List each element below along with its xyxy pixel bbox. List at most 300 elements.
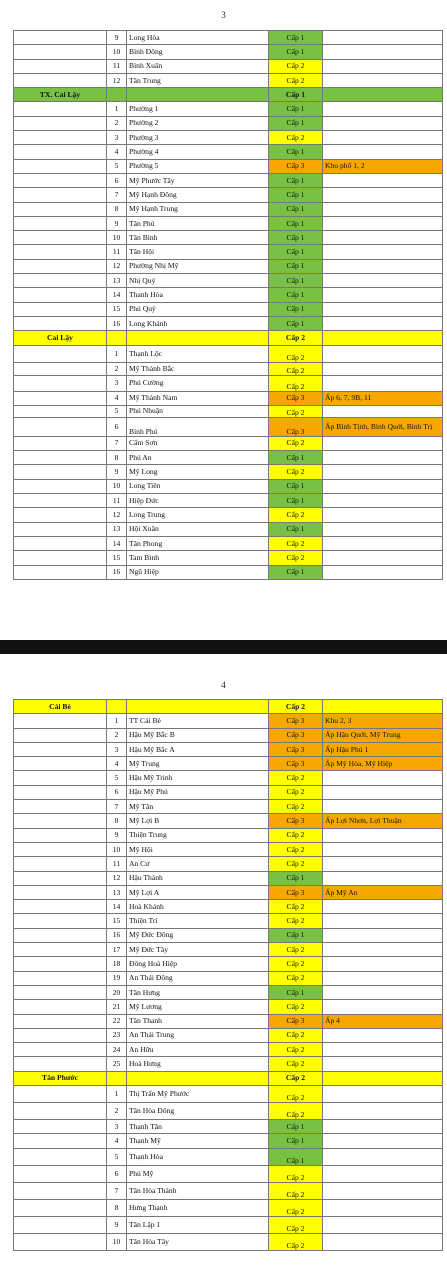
level-cell: Cấp 3 — [269, 1014, 323, 1028]
commune-name: Hiệp Đức — [127, 494, 269, 508]
note-cell — [323, 508, 443, 522]
note-cell — [323, 405, 443, 417]
row-number: 8 — [107, 814, 127, 828]
empty-cell — [14, 551, 107, 565]
district-table — [13, 699, 443, 1251]
table-row — [14, 814, 443, 828]
table-row — [14, 494, 443, 508]
row-number: 6 — [107, 417, 127, 436]
empty-cell — [14, 145, 107, 159]
row-number: 15 — [107, 914, 127, 928]
table-row — [14, 173, 443, 187]
table-row — [14, 536, 443, 550]
note-cell — [323, 943, 443, 957]
note-cell — [323, 1086, 443, 1103]
row-number: 10 — [107, 1233, 127, 1250]
row-number: 15 — [107, 551, 127, 565]
commune-name: Long Trung — [127, 508, 269, 522]
commune-name: Mỹ Hội — [127, 842, 269, 856]
empty-cell — [14, 728, 107, 742]
empty-cell — [127, 88, 269, 102]
level-cell: Cấp 1 — [269, 494, 323, 508]
level-cell: Cấp 1 — [269, 173, 323, 187]
empty-cell — [14, 31, 107, 45]
table-row — [14, 1165, 443, 1182]
empty-cell — [323, 700, 443, 714]
row-number: 19 — [107, 971, 127, 985]
empty-cell — [14, 405, 107, 417]
level-cell: Cấp 2 — [269, 957, 323, 971]
row-number: 11 — [107, 59, 127, 73]
empty-cell — [14, 188, 107, 202]
empty-cell — [14, 508, 107, 522]
row-number: 9 — [107, 828, 127, 842]
empty-cell — [14, 857, 107, 871]
note-cell — [323, 245, 443, 259]
level-cell: Cấp 2 — [269, 1043, 323, 1057]
table-row — [14, 1103, 443, 1120]
commune-name: Tân Hội — [127, 245, 269, 259]
row-number: 9 — [107, 31, 127, 45]
level-cell: Cấp 1 — [269, 316, 323, 330]
note-cell — [323, 259, 443, 273]
table-row — [14, 1000, 443, 1014]
level-cell: Cấp 2 — [269, 536, 323, 550]
level-cell: Cấp 1 — [269, 479, 323, 493]
row-number: 2 — [107, 728, 127, 742]
row-number: 1 — [107, 102, 127, 116]
empty-cell — [14, 302, 107, 316]
district-name: Cái Bè — [14, 700, 107, 714]
empty-cell — [14, 231, 107, 245]
note-cell — [323, 288, 443, 302]
level-cell: Cấp 1 — [269, 116, 323, 130]
note-cell: Ấp Mỹ An — [323, 885, 443, 899]
row-number: 16 — [107, 928, 127, 942]
table-row — [14, 102, 443, 116]
level-cell: Cấp 2 — [269, 943, 323, 957]
row-number: 20 — [107, 985, 127, 999]
commune-name: Hậu Thành — [127, 871, 269, 885]
note-cell: Ấp 6, 7, 9B, 11 — [323, 391, 443, 405]
commune-name: Phường 3 — [127, 131, 269, 145]
row-number: 3 — [107, 131, 127, 145]
commune-name: Phường 4 — [127, 145, 269, 159]
table-row — [14, 857, 443, 871]
row-number: 10 — [107, 842, 127, 856]
level-cell: Cấp 2 — [269, 800, 323, 814]
note-cell — [323, 971, 443, 985]
table-row — [14, 1199, 443, 1216]
row-number: 2 — [107, 362, 127, 375]
level-cell: Cấp 1 — [269, 1134, 323, 1148]
level-cell: Cấp 2 — [269, 1216, 323, 1233]
commune-name: TT Cái Bè — [127, 714, 269, 728]
level-cell: Cấp 3 — [269, 417, 323, 436]
district-level: Cấp 2 — [269, 331, 323, 345]
empty-cell — [14, 288, 107, 302]
commune-name: Tân Trung — [127, 73, 269, 87]
row-number: 4 — [107, 145, 127, 159]
empty-cell — [14, 417, 107, 436]
row-number: 3 — [107, 1120, 127, 1134]
level-cell: Cấp 2 — [269, 1086, 323, 1103]
district-header-row — [14, 331, 443, 345]
note-cell — [323, 45, 443, 59]
page-separator — [0, 640, 447, 654]
level-cell: Cấp 2 — [269, 1165, 323, 1182]
empty-cell — [14, 45, 107, 59]
note-cell — [323, 436, 443, 450]
level-cell: Cấp 1 — [269, 202, 323, 216]
table-row — [14, 985, 443, 999]
row-number: 5 — [107, 1148, 127, 1165]
note-cell — [323, 871, 443, 885]
table-row — [14, 45, 443, 59]
commune-name: Thạnh Hòa — [127, 1148, 269, 1165]
district-header-row — [14, 1071, 443, 1085]
district-level: Cấp 2 — [269, 1071, 323, 1085]
row-number: 6 — [107, 1165, 127, 1182]
empty-cell — [14, 828, 107, 842]
row-number: 7 — [107, 800, 127, 814]
note-cell: Ấp Mỹ Hòa, Mỹ Hiệp — [323, 757, 443, 771]
commune-name: Long Tiên — [127, 479, 269, 493]
table-row — [14, 274, 443, 288]
commune-name: Tân Phong — [127, 536, 269, 550]
empty-cell — [14, 1216, 107, 1233]
note-cell — [323, 785, 443, 799]
table-row — [14, 914, 443, 928]
level-cell: Cấp 1 — [269, 985, 323, 999]
level-cell: Cấp 1 — [269, 522, 323, 536]
empty-cell — [127, 331, 269, 345]
table-row — [14, 757, 443, 771]
row-number: 12 — [107, 871, 127, 885]
note-cell — [323, 551, 443, 565]
row-number: 13 — [107, 274, 127, 288]
note-cell: Ấp Lợi Nhơn, Lợi Thuận — [323, 814, 443, 828]
level-cell: Cấp 3 — [269, 714, 323, 728]
district-table — [13, 30, 443, 580]
empty-cell — [14, 131, 107, 145]
commune-name: Phú Nhuận — [127, 405, 269, 417]
empty-cell — [14, 479, 107, 493]
row-number: 14 — [107, 288, 127, 302]
empty-cell — [14, 1000, 107, 1014]
empty-cell — [14, 914, 107, 928]
commune-name: Mỹ Lợi B — [127, 814, 269, 828]
commune-name: Thạnh Tân — [127, 1120, 269, 1134]
commune-name: Thanh Hòa — [127, 288, 269, 302]
level-cell: Cấp 2 — [269, 551, 323, 565]
commune-name: Thạnh Lộc — [127, 345, 269, 362]
row-number: 3 — [107, 742, 127, 756]
commune-name: Mỹ Trung — [127, 757, 269, 771]
level-cell: Cấp 2 — [269, 971, 323, 985]
commune-name: Mỹ Hạnh Đông — [127, 188, 269, 202]
level-cell: Cấp 1 — [269, 1120, 323, 1134]
row-number: 11 — [107, 494, 127, 508]
empty-cell — [14, 971, 107, 985]
table-row — [14, 131, 443, 145]
level-cell: Cấp 1 — [269, 928, 323, 942]
commune-name: Tân Hưng — [127, 985, 269, 999]
table-row — [14, 116, 443, 130]
empty-cell — [14, 1233, 107, 1250]
note-cell — [323, 900, 443, 914]
row-number: 9 — [107, 1216, 127, 1233]
row-number: 15 — [107, 302, 127, 316]
table-row — [14, 316, 443, 330]
table-row — [14, 971, 443, 985]
table-row — [14, 742, 443, 756]
table-row — [14, 871, 443, 885]
row-number: 11 — [107, 857, 127, 871]
level-cell: Cấp 2 — [269, 1103, 323, 1120]
row-number: 7 — [107, 1182, 127, 1199]
note-cell — [323, 31, 443, 45]
table-row — [14, 465, 443, 479]
empty-cell — [14, 1103, 107, 1120]
note-cell — [323, 1043, 443, 1057]
row-number: 4 — [107, 1134, 127, 1148]
level-cell: Cấp 2 — [269, 405, 323, 417]
note-cell: Khu 2, 3 — [323, 714, 443, 728]
note-cell — [323, 231, 443, 245]
row-number: 6 — [107, 785, 127, 799]
row-number: 17 — [107, 943, 127, 957]
level-cell: Cấp 2 — [269, 508, 323, 522]
note-cell — [323, 316, 443, 330]
empty-cell — [14, 216, 107, 230]
level-cell: Cấp 2 — [269, 1000, 323, 1014]
district-name: TX. Cai Lậy — [14, 88, 107, 102]
commune-name: Tân Lập 1 — [127, 1216, 269, 1233]
table-row — [14, 405, 443, 417]
level-cell: Cấp 1 — [269, 45, 323, 59]
commune-name: Tân Phú — [127, 216, 269, 230]
commune-name: Thị Trấn Mỹ Phước — [127, 1086, 269, 1103]
commune-name: Hưng Thạnh — [127, 1199, 269, 1216]
table-row — [14, 1086, 443, 1103]
empty-cell — [127, 700, 269, 714]
table-row — [14, 800, 443, 814]
note-cell — [323, 375, 443, 391]
note-cell — [323, 1134, 443, 1148]
commune-name: Cẩm Sơn — [127, 436, 269, 450]
table-row — [14, 565, 443, 579]
commune-name: Hội Xuân — [127, 522, 269, 536]
commune-name: Phú Cường — [127, 375, 269, 391]
row-number: 24 — [107, 1043, 127, 1057]
note-cell — [323, 1216, 443, 1233]
empty-cell — [14, 785, 107, 799]
commune-name: An Hữu — [127, 1043, 269, 1057]
commune-name: Nhị Quý — [127, 274, 269, 288]
note-cell — [323, 131, 443, 145]
note-cell — [323, 202, 443, 216]
level-cell: Cấp 1 — [269, 231, 323, 245]
note-cell — [323, 362, 443, 375]
district-header-row — [14, 700, 443, 714]
table-row — [14, 188, 443, 202]
level-cell: Cấp 1 — [269, 451, 323, 465]
note-cell — [323, 1057, 443, 1071]
table-row — [14, 259, 443, 273]
commune-name: Mỹ Lương — [127, 1000, 269, 1014]
empty-cell — [14, 985, 107, 999]
empty-cell — [14, 1057, 107, 1071]
note-cell — [323, 59, 443, 73]
empty-cell — [14, 451, 107, 465]
level-cell: Cấp 1 — [269, 1148, 323, 1165]
row-number: 12 — [107, 508, 127, 522]
note-cell — [323, 1199, 443, 1216]
level-cell: Cấp 3 — [269, 885, 323, 899]
note-cell — [323, 928, 443, 942]
empty-cell — [323, 1071, 443, 1085]
row-number: 14 — [107, 536, 127, 550]
note-cell — [323, 216, 443, 230]
commune-name: Long Hòa — [127, 31, 269, 45]
table-row — [14, 508, 443, 522]
table-row — [14, 1148, 443, 1165]
commune-name: Mỹ Tân — [127, 800, 269, 814]
level-cell: Cấp 2 — [269, 362, 323, 375]
row-number: 16 — [107, 316, 127, 330]
row-number: 8 — [107, 451, 127, 465]
commune-name: An Thái Đông — [127, 971, 269, 985]
row-number: 4 — [107, 391, 127, 405]
empty-cell — [107, 88, 127, 102]
note-cell — [323, 800, 443, 814]
empty-cell — [14, 375, 107, 391]
commune-name: Tân Hòa Tây — [127, 1233, 269, 1250]
row-number: 10 — [107, 231, 127, 245]
empty-cell — [14, 1120, 107, 1134]
district-level: Cấp 1 — [269, 88, 323, 102]
note-cell — [323, 1000, 443, 1014]
table-row — [14, 145, 443, 159]
row-number: 6 — [107, 173, 127, 187]
row-number: 9 — [107, 216, 127, 230]
note-cell — [323, 102, 443, 116]
row-number: 1 — [107, 1086, 127, 1103]
level-cell: Cấp 1 — [269, 259, 323, 273]
level-cell: Cấp 3 — [269, 159, 323, 173]
empty-cell — [14, 245, 107, 259]
level-cell: Cấp 1 — [269, 188, 323, 202]
note-cell — [323, 465, 443, 479]
commune-name: Tân Hòa Đông — [127, 1103, 269, 1120]
row-number: 9 — [107, 465, 127, 479]
level-cell: Cấp 2 — [269, 771, 323, 785]
note-cell: Ấp 4 — [323, 1014, 443, 1028]
note-cell — [323, 1103, 443, 1120]
level-cell: Cấp 2 — [269, 828, 323, 842]
row-number: 21 — [107, 1000, 127, 1014]
note-cell — [323, 857, 443, 871]
row-number: 5 — [107, 159, 127, 173]
empty-cell — [14, 1134, 107, 1148]
commune-name: Tân Bình — [127, 231, 269, 245]
note-cell — [323, 1120, 443, 1134]
empty-cell — [14, 102, 107, 116]
table-row — [14, 885, 443, 899]
table-row — [14, 345, 443, 362]
commune-name: Mỹ Lợi A — [127, 885, 269, 899]
level-cell: Cấp 2 — [269, 1028, 323, 1042]
level-cell: Cấp 1 — [269, 145, 323, 159]
table-row — [14, 288, 443, 302]
row-number: 7 — [107, 188, 127, 202]
table-row — [14, 957, 443, 971]
row-number: 8 — [107, 1199, 127, 1216]
note-cell — [323, 173, 443, 187]
row-number: 8 — [107, 202, 127, 216]
commune-name: Phường Nhị Mỹ — [127, 259, 269, 273]
page-number: 4 — [221, 680, 226, 690]
empty-cell — [14, 771, 107, 785]
table-row — [14, 451, 443, 465]
empty-cell — [14, 316, 107, 330]
empty-cell — [14, 1199, 107, 1216]
empty-cell — [14, 757, 107, 771]
row-number: 18 — [107, 957, 127, 971]
level-cell: Cấp 2 — [269, 436, 323, 450]
level-cell: Cấp 2 — [269, 59, 323, 73]
empty-cell — [14, 73, 107, 87]
row-number: 14 — [107, 900, 127, 914]
table-row — [14, 202, 443, 216]
empty-cell — [107, 1071, 127, 1085]
row-number: 11 — [107, 245, 127, 259]
commune-name: Mỹ Đức Tây — [127, 943, 269, 957]
note-cell — [323, 1028, 443, 1042]
row-number: 25 — [107, 1057, 127, 1071]
table-row — [14, 928, 443, 942]
level-cell: Cấp 2 — [269, 73, 323, 87]
table-row — [14, 1057, 443, 1071]
commune-name: Mỹ Hạnh Trung — [127, 202, 269, 216]
empty-cell — [14, 116, 107, 130]
commune-name: Tân Hòa Thành — [127, 1182, 269, 1199]
empty-cell — [14, 59, 107, 73]
level-cell: Cấp 3 — [269, 814, 323, 828]
level-cell: Cấp 3 — [269, 742, 323, 756]
empty-cell — [14, 436, 107, 450]
empty-cell — [14, 159, 107, 173]
level-cell: Cấp 2 — [269, 375, 323, 391]
table-row — [14, 728, 443, 742]
note-cell — [323, 145, 443, 159]
note-cell — [323, 302, 443, 316]
empty-cell — [14, 800, 107, 814]
level-cell: Cấp 3 — [269, 757, 323, 771]
table-row — [14, 436, 443, 450]
level-cell: Cấp 2 — [269, 1199, 323, 1216]
district-name: Cai Lậy — [14, 331, 107, 345]
table-row — [14, 1028, 443, 1042]
level-cell: Cấp 2 — [269, 131, 323, 145]
commune-name: Bình Đông — [127, 45, 269, 59]
empty-cell — [14, 1028, 107, 1042]
note-cell: Ấp Hậu Phú 1 — [323, 742, 443, 756]
row-number: 3 — [107, 375, 127, 391]
commune-name: Thiện Trung — [127, 828, 269, 842]
note-cell — [323, 1233, 443, 1250]
